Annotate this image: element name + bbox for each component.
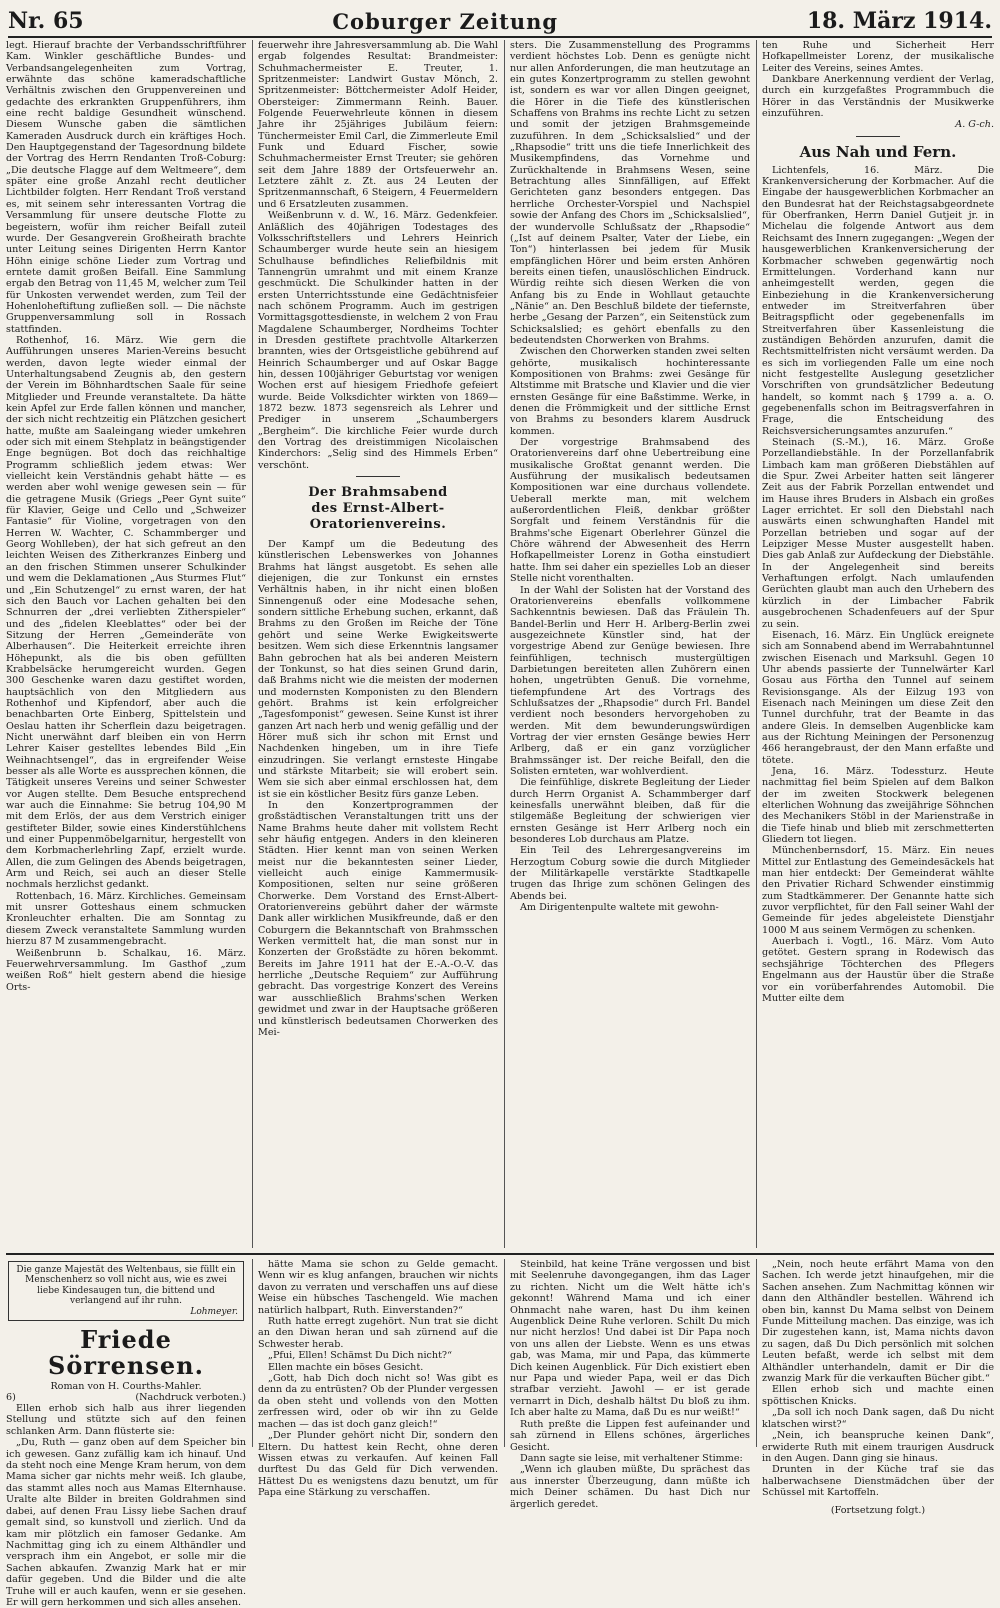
novel-column-4 [762,1259,994,1516]
novel-paragraph: „Gott, hab Dich doch nicht so! Was gibt es denn da zu entrüsten? Ob der Plunder vergessen da oben steht und vollends von den Motten zerfressen wird, oder ob wir ihn zu Gelde machen — das ist doch ganz gleich!“ [258,1373,498,1430]
column-divider [252,1259,253,1447]
novel-paragraph: Steinbild, hat keine Träne vergossen und bist mit Seelenruhe davongegangen, ihm das Lager zu richten. Nicht um die Welt hätte ich's gekonnt! Während Mama und ich einer Ohnmacht nahe waren, hast Du ihm keinen Augenblick Deine Ruhe verloren. Schilt Du mich nur nicht herzlos! Und dabei ist Dir Papa noch von uns allen der Liebste. Wenn es uns etwas gab, was Mama, mir und Papa, das kümmerte Dich keinen Augenblick. Für Dich existiert eben nur Papa und wieder Papa, weil er das Dich strafbar verzieht. Jawohl — er ist gerade vernarrt in Dich, deshalb hältst Du bloß zu ihm. Ich aber halte zu Mama, daß Du es nur weißt!“ [510,1259,750,1419]
novel-author: Roman von H. Courths-Mahler. [50,1381,202,1393]
article-paragraph: In den Konzertprogrammen der großstädtischen Veranstaltungen tritt uns der Name Brahms heute daher mit vollstem Recht sehr häufig entgegen. Anders in den kleineren Städten. Hier kennt man von seinen Werken meist nur die bekanntesten seiner Lieder, vielleicht auch einige Kammermusik-Kompositionen, selten nur seine größeren Chorwerke. Dem Vorstand des Ernst-Albert-Oratorienvereins gebührt daher der wärmste Dank aller wirklichen Musikfreunde, daß er den Coburgern die Bekanntschaft von Brahmsschen Werken vermittelt hat, die man sonst nur in Konzerten der Großstädte zu hören bekommt. Bereits im Jahre 1911 hat der E.-A.-O.-V. das herrliche „Deutsche Requiem“ zur Aufführung gebracht. Das vorgestrige Konzert des Vereins war ausschließlich Brahms'schen Werken gewidmet und zwar in der Hauptsache größeren und künstlerisch bedeutsamen Chorwerken des Mei- [258,799,498,1038]
article-paragraph: In der Wahl der Solisten hat der Vorstand des Oratorienvereins ebenfalls vollkommene Sachkenntnis bewiesen. Daß das Fräulein Th. Bandel-Berlin und Herr H. Arlberg-Berlin zwei ausgezeichnete Künstler sind, hat der vorgestrige Abend zur Genüge bewiesen. Ihre feinfühligen, technisch mustergültigen Darbietungen bereiteten allen Zuhörern einen hohen, ungetrübten Genuß. Die vornehme, tiefempfundene Art des Vortrags des Schlußsatzes der „Rhapsodie“ durch Frl. Bandel verdient noch besonders hervorgehoben zu werden. Mit dem bewunderungswürdigen Vortrag der vier ernsten Gesänge bewies Herr Arlberg, daß er ein ganz vorzüglicher Brahmssänger ist. Der reiche Beifall, den die Solisten ernteten, war wohlverdient. [510,584,750,777]
news-paragraph: Münchenbernsdorf, 15. März. Ein neues Mittel zur Entlastung des Gemeindesäckels hat man hier entdeckt: Der Gemeinderat wählte den Privatier Richard Schwender einstimmig zum Stadtkämmerer. Der Genannte hatte sich zuvor verpflichtet, für den Fall seiner Wahl der Gemeinde für jedes abgeleistete Dienstjahr 1000 M aus seinem Vermögen zu schenken. [762,845,994,936]
article-title-line: Der Brahmsabend [308,485,448,501]
article-paragraph: sters. Die Zusammenstellung des Programms verdient höchstes Lob. Denn es genügte nicht nur allen Anforderungen, die man heutzutage an ein gutes Konzertprogramm zu stellen gewohnt ist, sondern es war vor allen Dingen geeignet, die Hörer in die Tiefe des künstlerischen Schaffens von Brahms ins rechte Licht zu setzen und somit der jetzigen Brahmsgemeinde zuzuführen. In dem „Schicksalslied“ und der „Rhapsodie“ tritt uns die tiefe Innerlichkeit des Musikempfindens, das Vornehme und Zurückhaltende in Brahmsens Wesen, seine Betrachtung alles Sinnfälligen, auf Effekt Gerichteten ganz besonders entgegen. Das herrliche Orchester-Vorspiel und Nachspiel sowie der Anfang des Chors im „Schicksalslied“, der wundervolle Schlußsatz der „Rhapsodie“ („Ist auf deinem Psalter, Vater der Liebe, ein Ton“) hinterlassen bei jedem für Musik empfänglichen Hörer und beim ersten Anhören bereits einen tiefen, unauslöschlichen Eindruck. Würdig reihte sich diesen Werken die von Anfang bis zu Ende in Wohllaut getauchte „Nänie“ an. Den Beschluß bildete der tiefernste, herbe „Gesang der Parzen“, ein Seitenstück zum Schicksalslied; es gehört ebenfalls zu den bedeutendsten Chorwerken von Brahms. [510,40,750,346]
column-divider [504,1259,505,1447]
article-title [258,485,498,533]
column-divider [504,40,505,1248]
novel-paragraph: „Nein, noch heute erfährt Mama von den Sachen. Ich werde jetzt hinaufgehen, mir die Sachen ansehen. Zum Nachmittag können wir dann den Althändler bestellen. Während ich oben bin, kannst Du Mama selbst von Deinem Funde Mitteilung machen. Das einzige, was ich Dir zugestehen kann, ist, Mama nichts davon zu sagen, daß Du Dich persönlich mit solchen Leuten befaßt, werde ich selbst mit dem Althändler unterhandeln, damit er Dir die zwanzig Mark für die verkauften Bücher gibt.“ [762,1259,994,1385]
novel-paragraph: Ellen machte ein böses Gesicht. [268,1361,424,1373]
novel-column-1 [6,1259,246,1608]
news-paragraph: Jena, 16. März. Todessturz. Heute nachmittag fiel beim Spielen auf dem Balkon der im zweiten Stockwerk belegenen elterlichen Wohnung das zweijährige Söhnchen des Mechanikers Stöbl in der Marienstraße in die Tiefe hinab und blieb mit zerschmetterten Gliedern tot liegen. [762,765,994,846]
article-paragraph: Dankbare Anerkennung verdient der Verlag, durch ein kurzgefaßtes Programmbuch die Hörer in das Verständnis der Musikwerke einzuführen. [762,74,994,120]
column-local-news-2 [258,40,498,1248]
news-paragraph: Steinach (S.-M.), 16. März. Große Porzellandiebstähle. In der Porzellanfabrik Limbach kam man größeren Diebstählen auf die Spur. Zwei Arbeiter hatten seit längerer Zeit aus der Fabrik Porzellan entwendet und im Hause ihres Bruders in Alsbach ein großes Lager errichtet. Er soll den Diebstahl nach auswärts einen schwunghaften Handel mit Porzellan betrieben und sogar auf der Leipziger Messe Muster ausgestellt haben. Dies gab Anlaß zur Aufdeckung der Diebstähle. In der Angelegenheit sind bereits Verhaftungen erfolgt. Nach umlaufenden Gerüchten glaubt man auch den Urhebern des kürzlich in der Limbacher Fabrik ausgebrochenen Schadenfeuers auf der Spur zu sein. [762,437,994,630]
novel-paragraph: Ellen erhob sich halb aus ihrer liegenden Stellung und stützte sich auf den feinen schlanken Arm. Dann flüsterte sie: [6,1403,246,1437]
column-divider [756,40,757,1248]
article-paragraph: Ein Teil des Lehrergesangvereins im Herzogtum Coburg sowie die durch Mitglieder der Militärkapelle verstärkte Stadtkapelle trugen das Ihrige zum schönen Gelingen des Abends bei. [510,845,750,902]
news-paragraph: Rothenhof, 16. März. Wie gern die Aufführungen unseres Marien-Vereins besucht werden, davon legte wieder einmal der Unterhaltungsabend Zeugnis ab, den gestern der Verein im Böhnhardtschen Saale für seine Mitglieder und Freunde veranstaltete. Da hätte kein Apfel zur Erde fallen können und mancher, der sich nicht rechtzeitig ein Plätzchen gesichert hatte, mußte am Saaleingang wieder umkehren oder sich mit einem Stehplatz in beängstigender Enge begnügen. Bot doch das reichhaltige Programm schließlich jedem etwas: Wer vielleicht kein Verständnis gehabt hätte — es werden aber wohl wenige gewesen sein — für die getragene Musik (Griegs „Peer Gynt suite“ für Klavier, Geige und Cello und „Schweizer Fantasie“ für Violine, vorgetragen von den Herren W. Wachter, C. Schammberger und Georg Wohlleben), der hat sich gefreut an den leichten Weisen des Zitherkranzes Einberg und an den frischen Stimmen unserer Schulkinder und wem die Deklamationen „Aus Sturmes Flut“ und „Ein Schutzengel“ zu ernst waren, der hat sich den Bauch vor Lachen gehalten bei den Schnurren der „drei verliebten Zitherspieler“ und des „fidelen Kleeblattes“ oder bei der Sitzung der Herren „Gemeinderäte von Alberhausen“. Die Heiterkeit erreichte ihren Höhepunkt, als die bis oben gefüllten Krabbelsäcke herumgereicht wurden. Gegen 300 Geschenke waren dazu gestiftet worden, hauptsächlich von den Mitgliedern aus Rothenhof und Kipfendorf, aber auch die benachbarten Orte Einberg, Spittelstein und Oeslau hatten ihr Scherflein dazu beigetragen. Nicht unerwähnt darf bleiben ein von Herrn Lehrer Kaiser gestelltes lebendes Bild „Ein Weihnachtsengel“, das in ergreifender Weise besser als alle Worte es aussprechen können, die Tätigkeit unseres Vereins und seiner Schwester vor Augen stellte. Dem Besuche entsprechend war auch die Einnahme: Sie betrug 104,90 M mit dem Erlös, der aus dem Verstrich einiger gestifteter Bilder, sowie eines Kinderstühlchens und einer Puppenmöbelgarnitur, hergestellt von dem Korbmacherlehrling Zapf, erzielt wurde. Allen, die zum Gelingen des Abends beigetragen, Arm und Reich, sei auch an dieser Stelle nochmals herzlichst gedankt. [6,334,246,891]
novel-paragraph: Dann sagte sie leise, mit verhaltener Stimme: [520,1452,743,1464]
article-paragraph: ten Ruhe und Sicherheit Herr Hofkapellmeister Lorenz, der musikalische Leiter des Vereins, seines Amtes. [762,40,994,74]
novel-column-3 [510,1259,750,1510]
novel-column-2 [258,1259,498,1499]
article-paragraph: Der Kampf um die Bedeutung des künstlerischen Lebenswerkes von Johannes Brahms hat längst ausgetobt. Es sehen alle diejenigen, die zur Tonkunst ein ernstes Verhältnis haben, in ihr nicht einen bloßen Sinnengenuß oder eine Modesache sehen, sondern sittliche Erhebung suchen, erkannt, daß Brahms zu den Großen im Reiche der Töne gehört und seine Werke Ewigkeitswerte besitzen. Wem sich diese Erkenntnis langsamer Bahn gebrochen hat als bei anderen Meistern der Tonkunst, so hat dies seinen Grund darin, daß Brahms nicht wie die meisten der modernen und modernsten Komponisten zu den Blendern gehört. Brahms ist kein erfolgreicher „Tagesfomponist“ gewesen. Seine Kunst ist ihrer ganzen Art nach herb und wenig gefällig und der Hörer muß sich ihr schon mit Ernst und Nachdenken hingeben, um in ihre Tiefe einzudringen. Sie verlangt ernsteste Hingabe und stärkste Mitarbeit; sie will erobert sein. Wem sie sich aber einmal erschlossen hat, dem ist sie ein köstlicher Besitz fürs ganze Leben. [258,539,498,800]
news-paragraph: Eisenach, 16. März. Ein Unglück ereignete sich am Sonnabend abend im Werrabahntunnel zwischen Eisenach und Marksuhl. Gegen 10 Uhr abends passierte der Tunnelwärter Karl Gosau aus Förtha den Tunnel auf seinem Revisionsgange. Als der Eilzug 193 von Eisenach nach Meiningen um diese Zeit den Tunnel durchfuhr, trat der Beamte in das andere Gleis. In demselben Augenblicke kam aus der Richtung Meiningen der Personenzug 466 herangebraust, der den Mann erfaßte und tötete. [762,629,994,766]
novel-paragraph: „Da soll ich noch Dank sagen, daß Du nicht klatschen wirst?“ [762,1407,994,1430]
author-signature: A. G-ch. [955,119,994,131]
news-paragraph: Rottenbach, 16. März. Kirchliches. Gemeinsam mit unsrer Gotteshaus einem schmucken Kronleuchter erhalten. Die am Sonntag zu diesem Zweck veranstaltete Sammlung wurden hierzu 87 M zusammengebracht. [6,890,246,948]
article-title-line: des Ernst-Albert-Oratorienvereins. [309,501,447,533]
novel-paragraph: hätte Mama sie schon zu Gelde gemacht. Wenn wir es klug anfangen, brauchen wir nichts davon zu verraten und verschaffen uns auf diese Weise ein hübsches Taschengeld. Wie machen natürlich halbpart, Ruth. Einverstanden?“ [258,1259,498,1316]
masthead [8,6,992,38]
newspaper-title: Coburger Zeitung [332,8,559,34]
novel-paragraph: „Wenn ich glauben müßte, Du sprächest das aus innerster Überzeugung, dann müßte ich mich Deiner schämen. Du hast Dich nur ärgerlich geredet. [510,1464,750,1510]
novel-paragraph: „Der Plunder gehört nicht Dir, sondern den Eltern. Du hattest kein Recht, ohne deren Wissen etwas zu verkaufen. Auf keinen Fall durftest Du das Geld für Dich verwenden. Hättest Du es wenigstens dazu benutzt, um für Papa eine Stärkung zu verschaffen. [258,1430,498,1499]
motto-text: Die ganze Majestät des Weltenbaus, sie füllt ein Menschenherz so voll nicht aus, wie es zwei liebe Kindesaugen tun, die bittend und verlangend auf ihr ruhn. [16,1265,236,1307]
upper-section [6,40,994,1248]
feuilleton-section [6,1259,994,1608]
novel-paragraph: Ellen erhob sich und machte einen spöttischen Knicks. [762,1384,994,1407]
news-paragraph: feuerwehr ihre Jahresversammlung ab. Die Wahl ergab folgendes Resultat: Brandmeister: Schuhmachermeister E. Treuter, 1. Spritzenmeister: Landwirt Gustav Mönch, 2. Spritzenmeister: Böttchermeister Adolf Heider, Obersteiger: Zimmermann Reinh. Bauer. Folgende Feuerwehrleute können in diesem Jahre ihr 25jähriges Jubiläum feiern: Tünchermeister Emil Carl, die Zimmerleute Emil Funk und Eduard Fischer, sowie Schuhmachermeister Ernst Treuter; sie gehören seit dem Jahre 1889 der Ortsfeuerwehr an. Letztere zählt z. Zt. aus 24 Leuten der Spritzenmannschaft, 6 Steigern, 4 Feuermeldern und 6 Ersatzleuten zusammen. [258,40,498,210]
column-local-news-1 [6,40,246,1248]
reprint-notice: (Nachdruck verboten.) [135,1392,246,1404]
column-brahms-review [510,40,750,1248]
motto-author: Lohmeyer. [190,1306,238,1317]
issue-number: Nr. 65 [8,8,84,34]
column-divider [756,1259,757,1447]
column-divider [252,40,253,1248]
news-paragraph: Weißenbrunn v. d. W., 16. März. Gedenkfeier. Anläßlich des 40jährigen Todestages des Volksschriftstellers und Lehrers Heinrich Schaumberger wurde heute sein an hiesigem Schulhause befindliches Reliefbildnis mit Tannengrün umrahmt und mit einem Kranze geschmückt. Die Schulkinder hatten in der ersten Unterrichtsstunde eine Gedächtnisfeier nach schönem Programm. Auch im gestrigen Vormittagsgottesdienste, in welchem 2 von Frau Magdalene Schaumberger, Nordheims Tochter in Dresden gestiftete prachtvolle Altarkerzen brannten, wies der Ortsgeistliche gebührend auf Heinrich Schaumberger und auf Oskar Bagge hin, dessen 100jähriger Geburtstag vor wenigen Wochen erst auf hiesigem Friedhofe gefeiert wurde. Beide Volksdichter wirkten von 1869—1872 bezw. 1873 segensreich als Lehrer und Prediger in unserem „Schaumbergers „Bergheim“. Die kirchliche Feier wurde durch den Vortrag des dreistimmigen Nicolaischen Kinderchors: „Selig sind des Himmels Erben“ verschönt. [258,210,498,471]
to-be-continued: (Fortsetzung folgt.) [830,1504,926,1516]
novel-title: Friede Sörrensen. [48,1325,204,1381]
novel-paragraph: Drunten in der Küche traf sie das halberwachsene Dienstmädchen über der Schüssel mit Kartoffeln. [762,1464,994,1499]
novel-paragraph: Ruth preßte die Lippen fest aufeinander und sah zürnend in Ellens schönes, ärgerliches Gesicht. [510,1418,750,1453]
novel-paragraph: „Pfui, Ellen! Schämst Du Dich nicht?“ [268,1350,452,1362]
novel-paragraph: Ruth hatte erregt zugehört. Nun trat sie dicht an den Diwan heran und sah zürnend auf die Schwester herab. [258,1316,498,1350]
news-paragraph: Auerbach i. Vogtl., 16. März. Vom Auto getötet. Gestern sprang in Rodewisch das sechsjährige Töchterchen des Pflegers Engelmann aus der Haustür über die Straße vor ein vorüberfahrendes Automobil. Die Mutter eilte dem [762,936,994,1004]
news-paragraph: Weißenbrunn b. Schalkau, 16. März. Feuerwehrversammlung. Im Gasthof „zum weißen Roß“ hielt gestern abend die hiesige Orts- [6,947,246,993]
novel-paragraph: „Du, Ruth — ganz oben auf dem Speicher bin ich gewesen. Ganz zufällig kam ich hinauf. Und da steht noch eine Menge Kram herum, von dem Mama sicher gar nichts mehr weiß. Ich glaube, das stammt alles noch aus Mamas Elternhause. Uralte alte Bilder in breiten Goldrahmen sind dabei, auf denen Frau Lissy liebe Sachen drauf gemalt sind, so kunstvoll und zierlich. Und da kam mir plötzlich ein famoser Gedanke. Am Nachmittag ging ich zu einem Althändler und versprach ihm ein Angebot, er solle mir die Sachen abkaufen. Zwanzig Mark hat er mir dafür gegeben. Und die Bilder und die alte Truhe will er auch kaufen, wenn er sie gesehen. Er will gern herkommen und sich alles ansehen. [6,1437,246,1608]
feuilleton-divider [6,1253,994,1255]
installment-number: 6) [6,1392,16,1404]
issue-date: 18. März 1914. [806,8,992,34]
column-near-and-far [762,40,994,1248]
novel-paragraph: „Nein, ich beanspruche keinen Dank“, erwiderte Ruth mit einem traurigen Ausdruck in den Augen. Dann ging sie hinaus. [762,1430,994,1464]
article-paragraph: Am Dirigentenpulte waltete mit gewohn- [520,902,719,914]
news-paragraph: Lichtenfels, 16. März. Die Krankenversicherung der Korbmacher. Auf die Eingabe der hausgewerblichen Korbmacher an den Bundesrat hat der Reichstagsabgeordnete für Oberfranken, Herrn Daniel Gutjeit jr. in Michelau die folgende Antwort aus dem Reichsamt des Innern zugegangen: „Wegen der hausgewerblichen Krankenversicherung der Korbmacher schweben gegenwärtig noch Ermittelungen. Vorderhand kann nur anheimgestellt werden, gegen die Einbeziehung in die Krankenversicherung entweder im Streitverfahren über Beitragspflicht oder gegebenenfalls im Streitverfahren über Kassenleistung die zuständigen Behörden anzurufen, damit die Rechtsmittelfristen nicht versäumt werden. Da es sich im vorliegenden Falle um eine noch nicht festgestellte Auslegung gesetzlicher Vorschriften von grundsätzlicher Bedeutung handelt, so kommt nach § 1799 a. a. O. gegebenenfalls schon im Beitragsverfahren in Frage, die Entscheidung des Reichsversicherungsamtes anzurufen.“ [762,164,994,437]
section-title: Aus Nah und Fern. [799,142,957,161]
novel-copyright-note [6,1392,246,1403]
article-paragraph: Die feinfühlige, diskrete Begleitung der Lieder durch Herrn Organist A. Schammberger darf keinesfalls unerwähnt bleiben, daß für die stilgemäße Begleitung der schwierigen vier ernsten Gesänge ist Herr Arlberg noch ein besonderes Lob durchaus am Platze. [510,777,750,846]
separator [356,476,400,477]
separator [856,136,900,137]
article-paragraph: Zwischen den Chorwerken standen zwei selten gehörte, musikalisch hochinteressante Kompositionen von Brahms: zwei Gesänge für Altstimme mit Bratsche und Klavier und die vier ernsten Gesänge für eine Baßstimme. Werke, in denen die Frömmigkeit und der sittliche Ernst von Brahms zu besonders klarem Ausdruck kommen. [510,346,750,437]
news-paragraph: legt. Hierauf brachte der Verbandsschriftführer Kam. Winkler geschäftliche Bundes- und Verbandsangelegenheiten zum Vortrag, erwähnte das schöne kameradschaftliche Verhältnis zwischen den Gruppenvereinen und gedachte des erkrankten Gruppenführers, ihm eine recht baldige Gesundheit wünschend. Diesem Wunsche gaben die sämtlichen Kameraden Ausdruck durch ein kräftiges Hoch. Den Hauptgegenstand der Tagesordnung bildete der Vortrag des Herrn Rendanten Troß-Coburg: „Die deutsche Flagge auf dem Weltmeere“, dem später eine große Anzahl recht deutlicher Lichtbilder folgten. Herr Rendant Troß verstand es, mit seinem sehr interessanten Vortrag die Versammlung für unsere deutsche Flotte zu begeistern, wofür ihm reicher Beifall zuteil wurde. Der Gesangverein Großheirath brachte unter Leitung seines Dirigenten Herrn Kantor Höhn einige schöne Lieder zum Vortrag und erntete damit großen Beifall. Eine Sammlung ergab den Betrag von 11,45 M, welcher zum Teil für Unkosten verwendet werden, zum Teil der Hohenloheftiftung zufließen soll. — Die nächste Gruppenversammlung soll in Rossach stattfinden. [6,40,246,335]
article-paragraph: Der vorgestrige Brahmsabend des Oratorienvereins darf ohne Uebertreibung eine musikalische Großtat genannt werden. Die Ausführung der musikalisch bedeutsamen Kompositionen war eine durchaus vollendete. Ueberall merkte man, mit welchem außerordentlichen Fleiß, denkbar größter Sorgfalt und feinem Verständnis für die Brahms'sche Eigenart Oberlehrer Günzel die Chöre während der Abwesenheit des Herrn Hofkapellmeister Lorenz in Gotha einstudiert hatte. Ihm sei daher ein spezielles Lob an dieser Stelle nicht vorenthalten. [510,437,750,585]
motto-box [8,1261,244,1321]
